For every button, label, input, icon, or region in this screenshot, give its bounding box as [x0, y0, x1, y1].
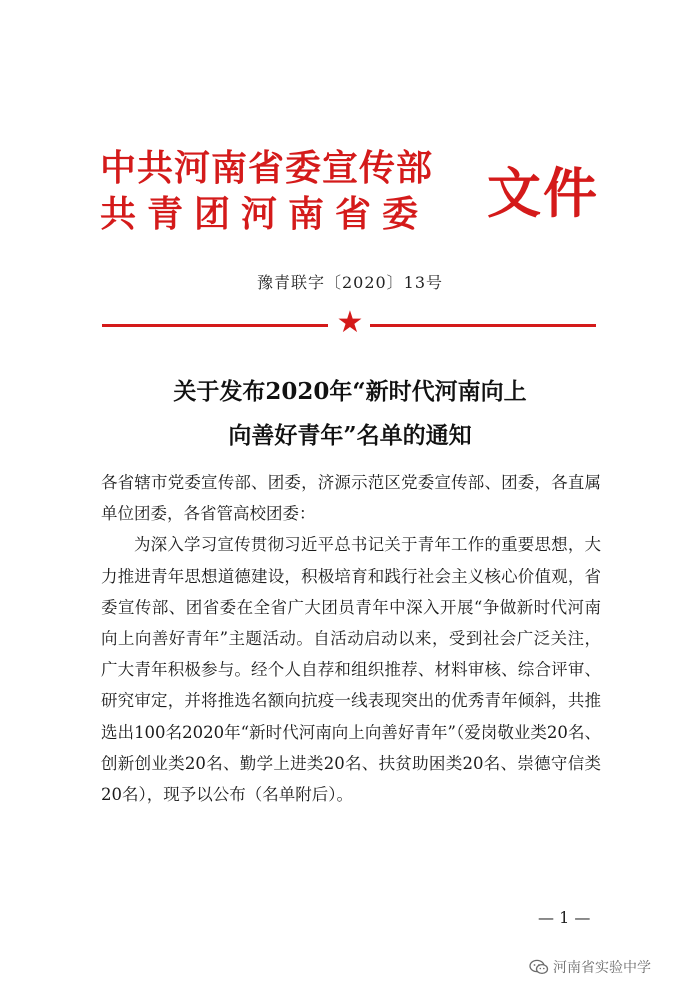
notice-body: [101, 467, 601, 810]
watermark: [529, 957, 651, 977]
wechat-icon: [529, 959, 549, 975]
title-line-1: 关于发布2020年“新时代河南向上: [173, 378, 527, 405]
main-paragraph: 为深入学习宣传贯彻习近平总书记关于青年工作的重要思想，大力推进青年思想道德建设，积极培育和践行社会主义核心价值观，省委宣传部、团省委在全省广大团员青年中深入开展“争做新时代河南向上向善好青年”主题活动。自活动启动以来，受到社会广泛关注，广大青年积极参与。经个人自荐和组织推荐、材料审核、综合评审、研究审定，并将推选名额向抗疫一线表现突出的优秀青年倾斜，共推选出100名2020年“新时代河南向上向善好青年”（爱岗敬业类20名、创新创业类20名、勤学上进类20名、扶贫助困类20名、崇德守信类20名），现予以公布（名单附后）。: [101, 535, 601, 805]
star-icon: ★: [336, 305, 364, 340]
notice-title: [0, 370, 700, 458]
title-line-2: 向善好青年”名单的通知: [228, 422, 472, 449]
issuer-line-1: 中共河南省委宣传部: [100, 148, 434, 189]
document-type-label: 文件: [487, 162, 599, 225]
divider-bar-right: [370, 324, 596, 327]
watermark-text: 河南省实验中学: [553, 960, 651, 976]
divider-bar-left: [102, 324, 328, 327]
document-number: 豫青联字〔2020〕13号: [256, 273, 444, 292]
red-divider: [102, 305, 596, 340]
page-number: — 1 —: [538, 908, 591, 927]
issuer-line-2: 共青团河南省委: [100, 194, 430, 235]
issuer-block: [100, 146, 480, 238]
addressee-paragraph: 各省辖市党委宣传部、团委，济源示范区党委宣传部、团委，各直属单位团委，各省管高校团委：: [101, 473, 601, 524]
